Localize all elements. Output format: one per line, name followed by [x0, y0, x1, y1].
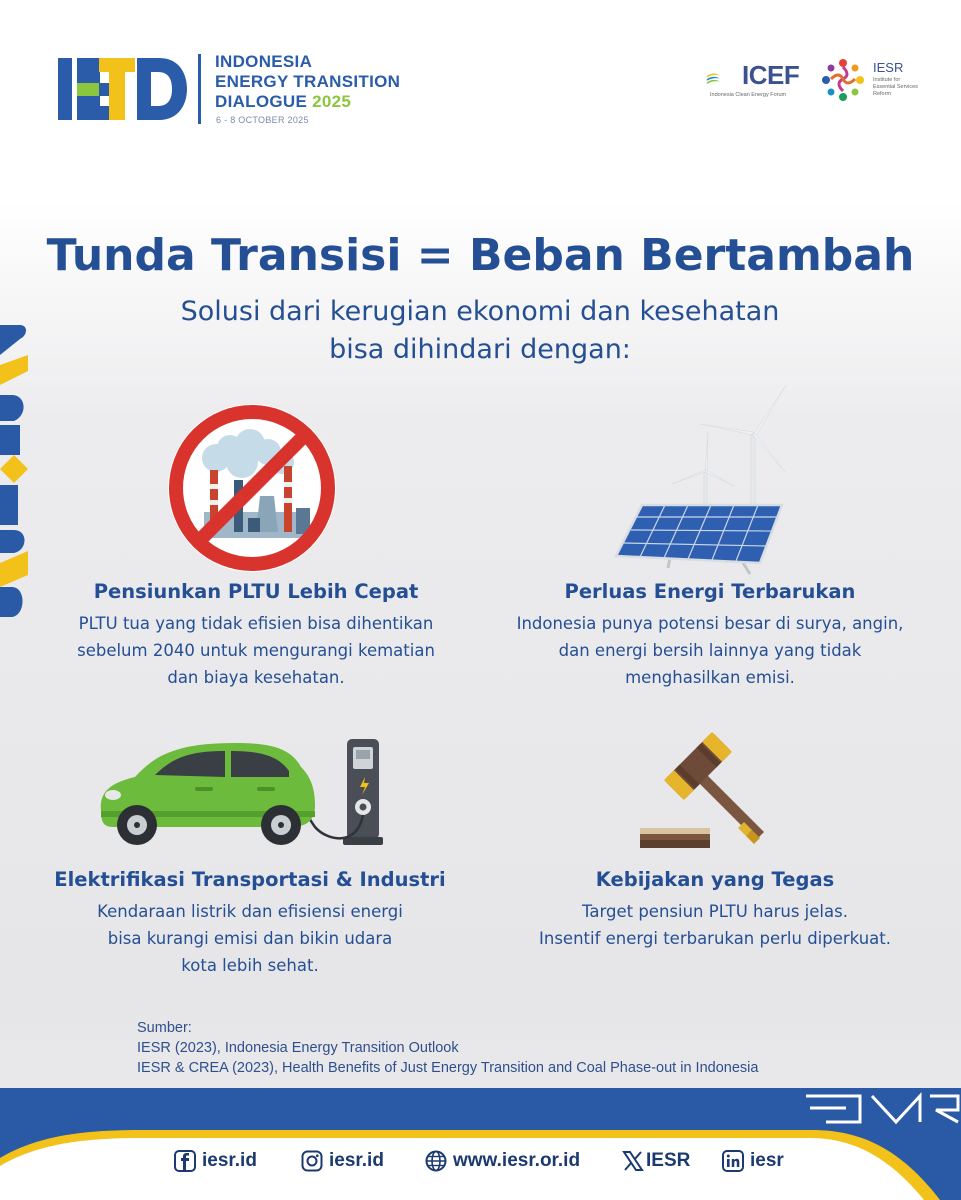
x-handle: IESR [646, 1150, 691, 1171]
footer-instagram[interactable] [301, 1150, 384, 1172]
event-name: INDONESIA ENERGY TRANSITION DIALOGUE 2025 [215, 52, 401, 111]
iesr-logo-icon [816, 52, 870, 106]
facebook-icon [174, 1150, 196, 1172]
card-description: PLTU tua yang tidak efisien bisa dihentikan sebelum 2040 untuk mengurangi kematian dan biaya kesehatan. [77, 614, 435, 687]
website-url: www.iesr.or.id [453, 1150, 581, 1171]
card-description: Kendaraan listrik dan efisiensi energi bisa kurangi emisi dan bikin udara kota lebih sehat. [97, 902, 403, 975]
icef-subtitle: Indonesia Clean Energy Forum [710, 92, 787, 98]
no-coal-plant-icon [164, 400, 340, 576]
source-item: IESR (2023), Indonesia Energy Transition Outlook [137, 1040, 459, 1056]
card-title: Pensiunkan PLTU Lebih Cepat [93, 580, 419, 603]
ietd-logo [55, 52, 190, 127]
logo-divider [198, 54, 201, 124]
x-icon [622, 1150, 644, 1172]
card-title: Elektrifikasi Transportasi & Industri [54, 868, 446, 891]
footer-band [0, 1088, 961, 1200]
sources-label: Sumber: [137, 1020, 192, 1036]
iesr-subtitle: Institute for Essential Services Reform [873, 77, 918, 97]
gavel-icon [636, 730, 786, 855]
source-item: IESR & CREA (2023), Health Benefits of Just Energy Transition and Coal Phase-out in Indonesia [137, 1060, 759, 1076]
globe-icon [425, 1150, 447, 1172]
page-title: Tunda Transisi = Beban Bertambah [46, 230, 915, 281]
footer-website[interactable] [425, 1150, 580, 1172]
card-description: Indonesia punya potensi besar di surya, angin, dan energi bersih lainnya yang tidak menghasilkan emisi. [516, 614, 904, 687]
electric-car-icon [95, 735, 385, 850]
event-date: 6 - 8 OCTOBER 2025 [216, 115, 309, 125]
iesr-name: IESR [873, 60, 904, 75]
linkedin-handle: iesr [750, 1150, 784, 1171]
sources [137, 1018, 758, 1078]
footer-facebook[interactable] [174, 1150, 257, 1172]
linkedin-icon [722, 1150, 744, 1172]
solar-wind-icon [610, 380, 810, 575]
instagram-handle: iesr.id [329, 1150, 384, 1171]
footer-linkedin[interactable] [722, 1150, 784, 1172]
card-title: Kebijakan yang Tegas [595, 868, 835, 891]
card-title: Perluas Energi Terbarukan [564, 580, 856, 603]
footer-x[interactable] [622, 1150, 690, 1172]
icef-name: ICEF [742, 60, 800, 90]
facebook-handle: iesr.id [202, 1150, 257, 1171]
card-description: Target pensiun PLTU harus jelas. Insentif energi terbarukan perlu diperkuat. [539, 902, 891, 948]
left-decoration [0, 325, 32, 620]
page-subtitle: Solusi dari kerugian ekonomi dan kesehatan bisa dihindari dengan: [180, 296, 780, 365]
instagram-icon [301, 1150, 323, 1172]
